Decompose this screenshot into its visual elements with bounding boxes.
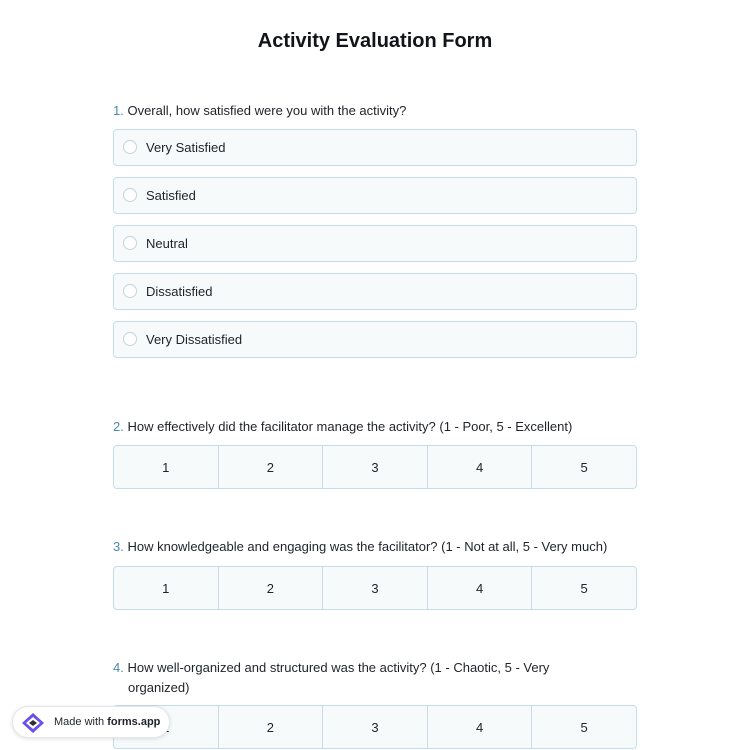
question-1-title [113, 101, 637, 121]
question-4-text: How well-organized and structured was the activity? (1 - Chaotic, 5 - Very organized) [127, 660, 550, 695]
radio-icon[interactable] [123, 140, 137, 154]
rating-option-2[interactable]: 2 [219, 446, 324, 488]
option-label: Very Satisfied [146, 140, 226, 155]
question-3-text: How knowledgeable and engaging was the facilitator? (1 - Not at all, 5 - Very much) [127, 539, 608, 554]
option-neutral[interactable] [113, 225, 637, 262]
question-2-title [113, 417, 637, 437]
rating-option-3[interactable]: 3 [323, 567, 428, 609]
option-label: Dissatisfied [146, 284, 213, 299]
question-3-title [113, 537, 637, 557]
forms-app-logo-icon [21, 712, 45, 734]
rating-option-1[interactable]: 1 [114, 446, 219, 488]
badge-brand: forms.app [107, 716, 161, 728]
radio-icon[interactable] [123, 236, 137, 250]
question-3-number: 3. [113, 539, 124, 554]
option-label: Very Dissatisfied [146, 332, 243, 347]
rating-option-3[interactable]: 3 [323, 446, 428, 488]
radio-icon[interactable] [123, 188, 137, 202]
rating-scale-q4 [113, 705, 637, 749]
option-dissatisfied[interactable] [113, 273, 637, 310]
rating-option-2[interactable]: 2 [219, 567, 324, 609]
option-label: Satisfied [146, 188, 196, 203]
radio-icon[interactable] [123, 332, 137, 346]
question-2-number: 2. [113, 419, 124, 434]
question-2-text: How effectively did the facilitator manage the activity? (1 - Poor, 5 - Excellent) [127, 419, 573, 434]
made-with-forms-app-badge[interactable] [12, 706, 170, 738]
rating-option-3[interactable]: 3 [323, 706, 428, 748]
form-title: Activity Evaluation Form [257, 30, 493, 52]
rating-option-4[interactable]: 4 [428, 706, 533, 748]
rating-scale-q3 [113, 566, 637, 610]
rating-option-5[interactable]: 5 [580, 459, 588, 475]
badge-text [54, 716, 160, 728]
rating-option-1[interactable]: 1 [114, 567, 219, 609]
rating-option-4[interactable]: 4 [428, 446, 533, 488]
badge-prefix: Made with [54, 716, 105, 728]
rating-option-5[interactable]: 5 [580, 580, 588, 596]
rating-option-4[interactable]: 4 [428, 567, 533, 609]
option-satisfied[interactable] [113, 177, 637, 214]
rating-option-5[interactable]: 5 [580, 719, 588, 735]
question-1-number: 1. [113, 103, 124, 118]
question-4-title [113, 658, 598, 698]
question-1-text: Overall, how satisfied were you with the activity? [127, 103, 407, 118]
question-4-number: 4. [113, 660, 124, 675]
option-label: Neutral [146, 236, 188, 251]
option-very-dissatisfied[interactable] [113, 321, 637, 358]
rating-option-2[interactable]: 2 [219, 706, 324, 748]
radio-icon[interactable] [123, 284, 137, 298]
rating-scale-q2 [113, 445, 637, 489]
option-very-satisfied[interactable] [113, 129, 637, 166]
